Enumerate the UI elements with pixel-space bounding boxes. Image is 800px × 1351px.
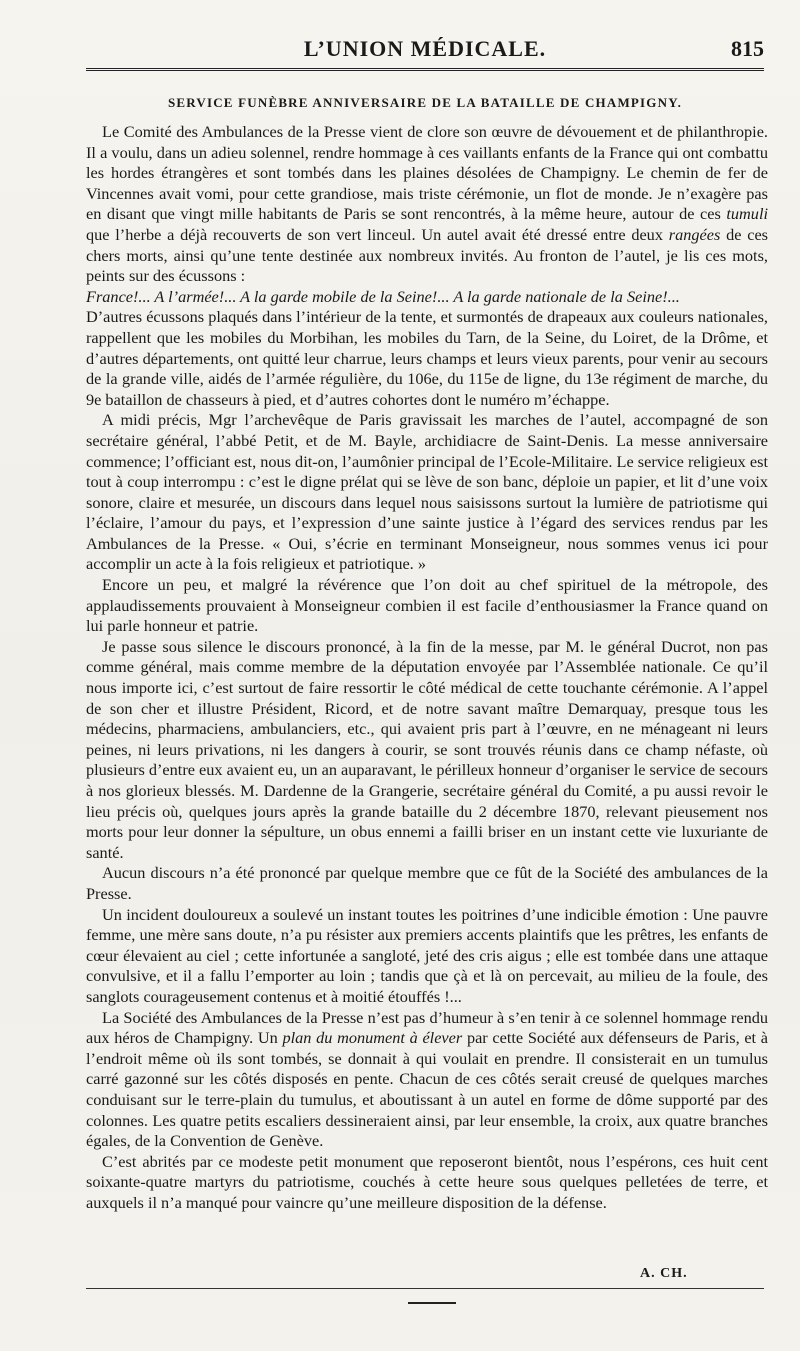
article-body bbox=[86, 122, 768, 1213]
paragraph-2: A midi précis, Mgr l’archevêque de Paris gravissait les marches de l’autel, accompagné de son secrétaire général, l’abbé Petit, et de M. Bayle, archidiacre de Saint-Denis. La messe anniversaire commence; l’officiant est, nous dit-on, l’aumônier principal de l’Ecole-Militaire. Le service religieux est tout à coup interrompu : c’est le digne prélat qui se lève de son banc, déploie un papier, et lit d’une voix sonore, claire et mesurée, un discours dans lequel nous saisissons surtout la lumière de patriotisme qui l’éclaire, l’amour du pays, et l’expression d’une sainte justice à l’égard des services rendus par les Ambulances de la Presse. « Oui, s’écrie en terminant Monseigneur, nous sommes venus ici pour accomplir un acte à la fois religieux et patriotique. » bbox=[86, 410, 768, 574]
header-rule bbox=[86, 68, 764, 71]
journal-title: L’UNION MÉDICALE. bbox=[303, 36, 547, 61]
paragraph-7: La Société des Ambulances de la Presse n’est pas d’humeur à s’en tenir à ce solennel hommage rendu aux héros de Champigny. Un plan du monument à élever par cette Société aux défenseurs de Paris, et à l’endroit même où ils sont tombés, se donnait à qui voulait en prendre. Il consisterait en un tumulus carré gazonné sur les côtés disposés en pente. Chacun de ces côtés serait creusé de quelques marches conduisant sur le terre-plain du tumulus, et aboutissant à un autel en forme de dôme supporté par des colonnes. Les quatre petits escaliers dessineraient ainsi, par leur ensemble, la croix, aux quatre branches égales, de la Convention de Genève. bbox=[86, 1007, 769, 1151]
paragraph-6: Un incident douloureux a soulevé un instant toutes les poitrines d’une indicible émotion : Une pauvre femme, une mère sans doute, n’a pu résister aux premiers accents plaintifs que les prêtres, les enfants de cœur élevaient au ciel ; cette infortunée a sangloté, jeté des cris aigus ; elle est tombée dans une attaque convulsive, et il a fallu l’emporter au loin ; tandis que çà et là on percevait, au milieu de la foule, des sanglots courageusement contenus et à moitié étouffés !... bbox=[86, 904, 768, 1006]
paragraph-1: Le Comité des Ambulances de la Presse vient de clore son œuvre de dévouement et de philanthropie. Il a voulu, dans un adieu solennel, rendre hommage à ces vaillants enfants de la France qui ont combattu les hordes étrangères et sont tombés dans les plaines désolées de Champigny. Le chemin de fer de Vincennes avait vomi, pour cette grandiose, mais triste cérémonie, un flot de monde. Je n’exagère pas en disant que vingt mille habitants de Paris se sont rencontrés, à la même heure, autour de ces tumuli que l’herbe a déjà recouverts de son vert linceul. Un autel avait été dressé entre deux rangées de ces chers morts, ainsi qu’une tente destinée aux nombreux invités. Au fronton de l’autel, je lis ces mots, peints sur des écussons : France!... A l’armée!... A la garde mobile de la Seine!... A la garde nationale de la Seine!... D’autres écussons plaqués dans l’intérieur de la tente, et surmontés de drapeaux aux couleurs nationales, rappellent que les mobiles du Morbihan, les mobiles du Tarn, de la Seine, du Loiret, de la Drôme, et d’autres départements, ont quitté leur charrue, leurs champs et leurs vieux parents, pour venir au secours de la grande ville, aidés de l’armée régulière, du 106e, du 115e de ligne, du 13e régiment de marche, du 9e bataillon de chasseurs à pied, et d’autres cohortes dont le numéro m’échappe. bbox=[86, 122, 769, 409]
paragraph-8: C’est abrités par ce modeste petit monument que reposeront bientôt, nous l’espérons, ces huit cent soixante-quatre martyrs du patriotisme, couchés à cette heure sous quelques pelletées de terre, et auxquels il n’a manqué pour vaincre qu’une meilleure disposition de la défense. bbox=[86, 1151, 768, 1212]
footer-rule bbox=[86, 1288, 764, 1289]
section-title: SERVICE FUNÈBRE ANNIVERSAIRE DE LA BATAILLE DE CHAMPIGNY. bbox=[167, 95, 683, 110]
end-rule bbox=[408, 1302, 456, 1304]
paragraph-3: Encore un peu, et malgré la révérence que l’on doit au chef spirituel de la métropole, des applaudissements prouvaient à Monseigneur combien il est facile d’enthousiasmer la France quand on lui parle honneur et patrie. bbox=[86, 575, 768, 636]
paragraph-5: Aucun discours n’a été prononcé par quelque membre que ce fût de la Société des ambulances de la Presse. bbox=[86, 863, 768, 903]
page-header bbox=[86, 36, 764, 66]
author-signature: A. CH. bbox=[640, 1266, 688, 1281]
page-number: 815 bbox=[731, 36, 764, 61]
paragraph-4: Je passe sous silence le discours prononcé, à la fin de la messe, par M. le général Ducrot, non pas comme général, mais comme membre de la députation envoyée par l’Assemblée nationale. Ce qu’il nous importe ici, c’est surtout de faire ressortir le côté médical de cette touchante cérémonie. A l’appel de son cher et illustre Président, Ricord, et de notre savant maître Demarquay, presque tous les médecins, pharmaciens, ambulanciers, etc., qui avaient pris part à l’œuvre, en ne ménageant ni leurs peines, ni leurs privations, ni les dangers à courir, se sont trouvés réunis dans ce champ néfaste, où plusieurs d’entre eux avaient eu, un an auparavant, le périlleux honneur d’organiser le service de secours à nos glorieux blessés. M. Dardenne de la Grangerie, secrétaire général du Comité, a pu aussi revoir le lieu précis où, quelques jours après la grande bataille du 2 décembre 1870, relevant pieusement nos morts pour leur donner la sépulture, un obus ennemi a failli briser en un instant cette vie luxuriante de santé. bbox=[86, 636, 768, 862]
